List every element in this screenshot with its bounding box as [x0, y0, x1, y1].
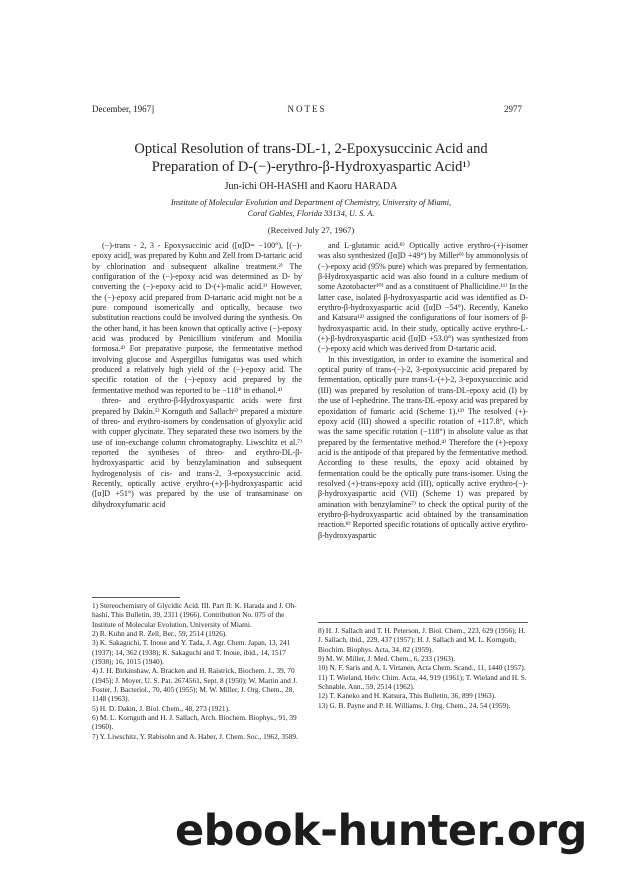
received-date: (Received July 27, 1967) — [267, 225, 355, 235]
footnote: 7) Y. Liwschitz, Y. Rabisohn and A. Haber, J. Chem. Soc., 1962, 3589. — [92, 731, 298, 741]
footnote: 9) M. W. Miller, J. Med. Chem., 6, 233 (1963). — [318, 654, 456, 664]
footnotes-left — [92, 601, 302, 741]
paragraph: In this investigation, in order to examine the isomerical and optical purity of trans-(−)-2, 3-epoxysuccinic acid prepared by fermentation, optically pure trans-L-(+)-2, 3-epoxysuccinic acid (III) was prepared by resolution of trans-DL-epoxy acid (I) by the use of l-ephedrine. The trans-DL-epoxy acid was prepared by epoxidation of fumaric acid (Scheme 1).¹³⁾ The resolved (+)-epoxy acid (III) showed a specific rotation of +117.8°, which was the same specific rotation (−118°) in absolute value as that prepared by the fermentative method.⁴⁾ Therefore the (+)-epoxy acid is the antipode of that prepared by the fermentative method. According to these results, the epoxy acid obtained by fermentation could be the optically pure trans-isomer. Using the resolved (+)-trans-epoxy acid (III), optically active erythro-(−)-β-hydroxyaspartic acid (VII) (Scheme 1) was prepared by amination with benzylamine⁷⁾ to check the optical purity of the erythro-β-hydroxyaspartic acid obtained by the transamination reaction.⁸⁾ Reported specific rotations of optically active erythro-β-hydroxyaspartic — [318, 354, 528, 540]
right-column — [318, 241, 528, 541]
page-number: 2977 — [504, 104, 522, 114]
footnote: 5) H. D. Dakin, J. Biol. Chem., 48, 273 (1921). — [92, 703, 230, 713]
footnotes-right — [318, 626, 528, 710]
section-title: NOTES — [287, 104, 327, 114]
left-column — [92, 241, 302, 510]
affiliation — [92, 197, 530, 219]
footnote: 6) M. L. Kornguth and H. J. Sallach, Arch. Biochem. Biophys., 91, 39 (1960). — [92, 713, 297, 732]
title-line-1: Optical Resolution of trans-DL-1, 2-Epoxysuccinic Acid and — [134, 141, 488, 157]
title-line-2: Preparation of D-(−)-erythro-β-Hydroxyaspartic Acid¹⁾ — [151, 159, 471, 175]
footnote: 11) T. Wieland, Helv. Chim. Acta, 44, 919 (1961); T. Wieland and H. S. Schnable, Ann., 59, 2514 (1962). — [318, 672, 527, 692]
affiliation-line-2: Coral Gables, Florida 33134, U. S. A. — [247, 209, 375, 218]
paragraph: threo- and erythro-β-Hydroxyaspartic acids were first prepared by Dakin.⁵⁾ Kornguth and Sallach⁶⁾ prepared a mixture of threo- and erythro-isomers by condensation of glyoxylic acid with copper glycinate. They separated these two isomers by the use of ion-exchange column chromatography. Liwschitz et al.⁷⁾ reported the syntheses of threo- and erythro-DL-β-hydroxyaspartic acid by benzylamination and subsequent hydrogenolysis of cis- and trans-2, 3-epoxysuccinic acid. Recently, optically active erythro-(+)-β-hydroxyaspartic acid ([α]D +51°) was prepared by the use of transaminase on dihydroxyfumaric acid — [92, 396, 302, 509]
footnote: 1) Stereochemistry of Glycidic Acid. III. Part II: K. Harada and J. Oh-hashi, This Bulletin, 39, 2311 (1966). Contribution No. 075 of the Institute of Molecular Evolution, University of Miami. — [92, 601, 297, 629]
affiliation-line-1: Institute of Molecular Evolution and Department of Chemistry, University of Miami, — [170, 198, 452, 207]
footnote-divider-right — [318, 622, 528, 623]
watermark-logo: ebook-hunter.org — [175, 806, 587, 856]
footnote-divider-left — [92, 597, 180, 598]
paragraph: and L-glutamic acid.⁸⁾ Optically active erythro-(+)-isomer was also synthesized ([α]D +49°) by Miller⁹⁾ by ammonolysis of (−)-epoxy acid (95% pure) which was prepared by fermentation. β-Hydroxyaspartic acid was also found in a culture medium of some Azotobacter¹⁰⁾ and as a constituent of Phallicidine.¹¹⁾ In the latter case, isolated β-hydroxyaspartic acid was identified as D-erythro-β-hydroxyaspartic acid ([α]D −54°). Recently, Kaneko and Katsura¹²⁾ assigned the configurations of four isomers of β-hydroxyaspartic acid. In their study, optically active erythro-L-(+)-β-hydroxyaspartic acid ([α]D +53.0°) was synthesized from (−)-epoxy acid which was derived from D-tartaric acid. — [318, 241, 528, 354]
footnote: 3) K. Sakaguchi, T. Inoue and Y. Tada, J. Agr. Chem. Japan, 13, 241 (1937); 14, 362 (1938); K. Sakaguchi and T. Inoue, ibid., 14, 1517 (1938); 16, 1015 (1940). — [92, 638, 291, 667]
footnote: 4) J. H. Birkinshaw, A. Bracken and H. Raistrick, Biochem. J., 39, 70 (1945); J. Moyer, U. S. Pat. 2674561, Sept. 8 (1950); W. Martin and J. Foster, J. Bacteriol., 70, 405 (1955); M. W. Miller, J. Org. Chem., 28, 1148 (1963). — [92, 666, 298, 704]
footnote: 10) N. F. Saris and A. I. Virtanen, Acta Chem. Scand., 11, 1440 (1957). — [318, 663, 526, 673]
footnote: 12) T. Kaneko and H. Katsura, This Bulletin, 36, 899 (1963). — [318, 691, 496, 701]
authors: Jun-ichi OH-HASHI and Kaoru HARADA — [224, 181, 398, 192]
footnote: 2) R. Kuhn and R. Zell, Ber., 59, 2514 (1926). — [92, 629, 227, 639]
footnote: 8) H. J. Sallach and T. H. Peterson, J. Biol. Chem., 223, 629 (1956); H. J. Sallach, ibid., 229, 437 (1957); H. J. Sallach and M. L. Kornguth, Biochim. Biophys. Acta, 34, 82 (1959). — [318, 626, 526, 654]
page-header — [92, 104, 522, 118]
paragraph: (−)-trans - 2, 3 - Epoxysuccinic acid ([α]D= −100°), [(−)-epoxy acid], was prepared by Kuhn and Zell from D-tartaric acid by chlorination and subsequent alkaline treatment.²⁾ The configuration of the (−)-epoxy acid was determined as D- by converting the (−)-epoxy acid to D-(+)-malic acid.³⁾ However, the (−)-epoxy acid prepared from D-tartaric acid might not be a pure compound isomerically and optically, because two substitution reactions could be involved during the synthesis. On the other hand, it has been known that optically active (−)-epoxy acid was produced by Penicillium viniferum and Monilia formosa.⁴⁾ For preparative purpose, the fermentative method involving glucose and Aspergillus fumigatus was used which produced a relatively high yield of the (−)-epoxy acid. The specific rotation of the (−)-epoxy acid prepared by the fermentative method was reported to be −118° in ethanol.⁴⁾ — [92, 241, 302, 395]
article-title — [92, 140, 530, 176]
footnote: 13) G. B. Payne and P. H. Williams, J. Org. Chem., 24, 54 (1959). — [318, 700, 511, 710]
issue-date: December, 1967] — [92, 104, 155, 114]
